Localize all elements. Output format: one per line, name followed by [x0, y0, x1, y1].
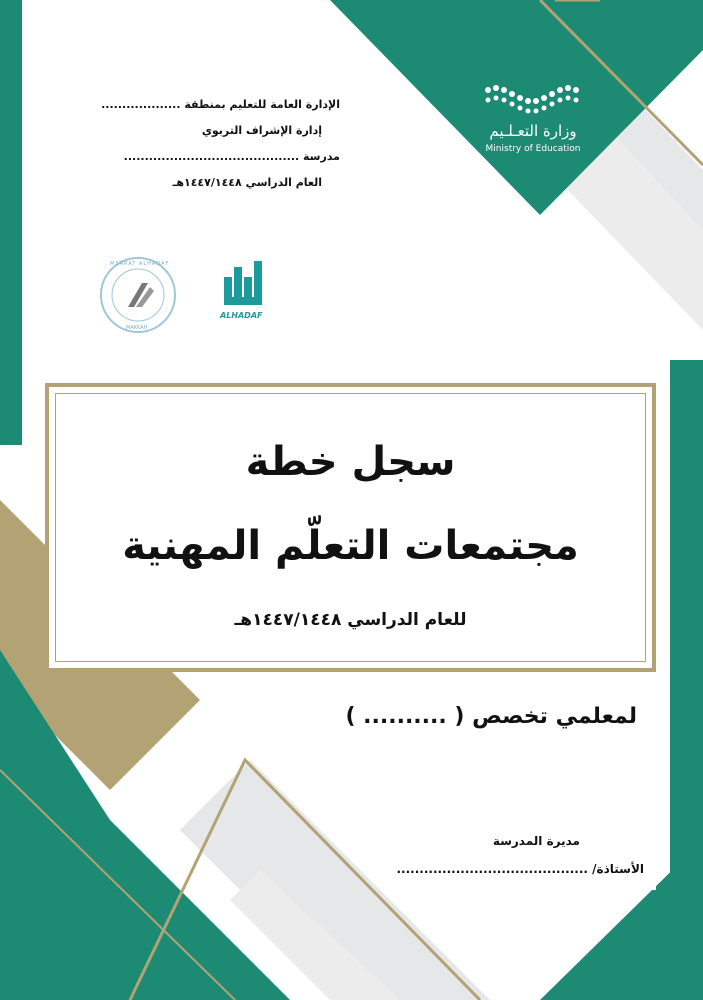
signature-box	[398, 820, 656, 890]
header-info-box	[30, 88, 360, 208]
left-teal-bar	[0, 0, 22, 445]
msarat-seal-logo	[98, 255, 178, 335]
seal-ring-text: MSARAT ALHADAF	[110, 261, 170, 267]
ministry-logo	[478, 78, 598, 168]
seal-bottom-text: MAKKAH	[126, 325, 148, 331]
ministry-english-name: Ministry of Education	[485, 144, 581, 154]
title-academic-year: للعام الدراسي ١٤٤٧/١٤٤٨هـ	[234, 610, 467, 630]
signature-role: مديرة المدرسة	[492, 834, 580, 848]
alhadaf-logo-text: ALHADAF	[220, 311, 263, 320]
header-region-line: الإدارة العامة للتعليم بمنطقة ...................	[101, 98, 340, 111]
ministry-arabic-name: وزارة التعـلـيم	[489, 122, 577, 140]
title-frame	[45, 383, 656, 672]
header-school-line: مدرسة ..........................................	[123, 150, 340, 163]
title-line-1: سجل خطة	[245, 439, 456, 485]
alhadaf-logo-mark	[220, 257, 268, 309]
signature-name-line: الأستاذة/ ..........................................	[396, 862, 644, 876]
specialty-box	[325, 690, 645, 750]
specialty-text: لمعلمي تخصص ( .......... )	[345, 704, 637, 729]
header-year-line: العام الدراسي ١٤٤٧/١٤٤٨هـ	[172, 176, 322, 189]
header-supervision-line: إدارة الإشراف التربوي	[201, 124, 322, 137]
title-line-2: مجتمعات التعلّم المهنية	[122, 523, 579, 569]
partner-logos	[68, 225, 300, 363]
